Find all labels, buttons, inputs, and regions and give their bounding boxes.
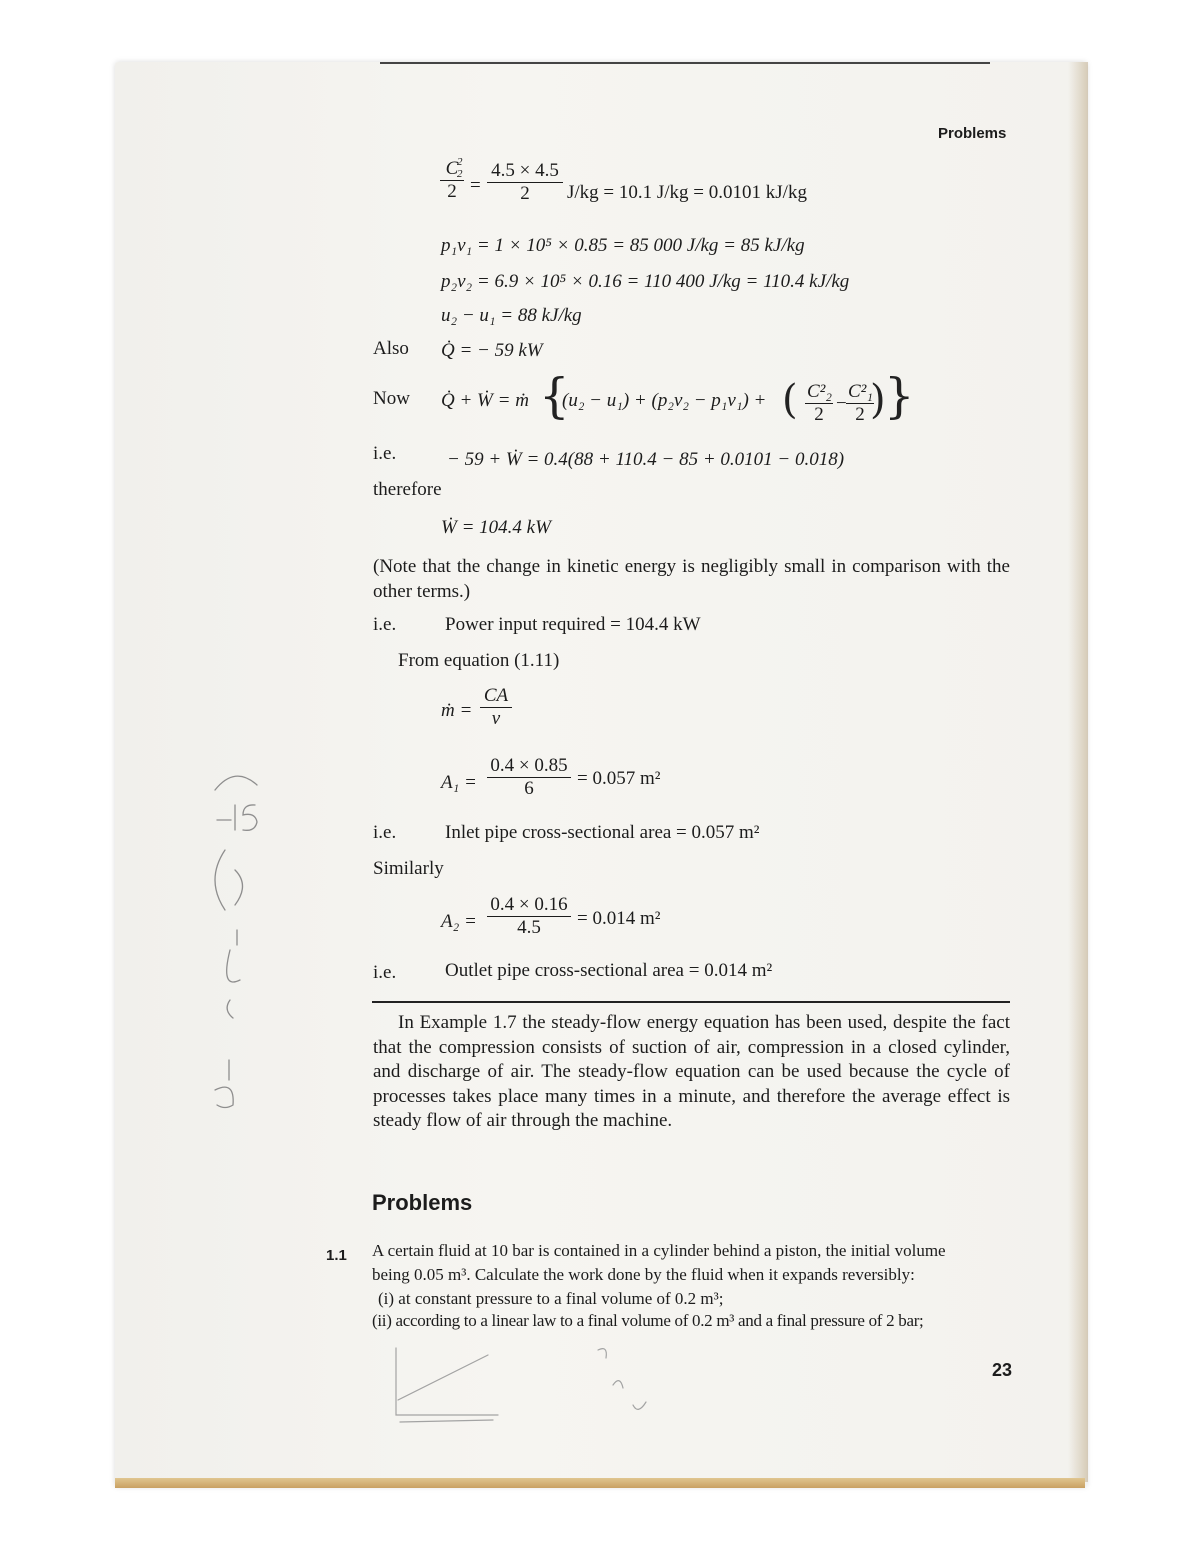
problem-item-i: (i) at constant pressure to a final volume of 0.2 m³; bbox=[378, 1289, 724, 1308]
section-title: Problems bbox=[372, 1190, 473, 1215]
also-label: Also bbox=[373, 338, 409, 359]
ke2-fraction: $\frac{4.5 \times 4.5}{2}$ bbox=[487, 160, 563, 205]
sfee-c1-fraction: $\frac{\text{C²₁}}{2}$ bbox=[848, 381, 873, 425]
bottom-handwriting bbox=[388, 1340, 668, 1440]
from-equation-label: From equation (1.11) bbox=[398, 650, 560, 671]
problem-number: 1.1 bbox=[326, 1247, 347, 1264]
page-number: 23 bbox=[992, 1360, 1013, 1380]
page-bottom-edge bbox=[115, 1478, 1085, 1488]
section-divider bbox=[372, 1001, 1010, 1003]
power-input-statement: Power input required = 104.4 kW bbox=[445, 614, 701, 635]
therefore-label: therefore bbox=[373, 479, 442, 500]
kinetic-energy-note: (Note that the change in kinetic energy is negligibly small in comparison with the other terms.) bbox=[373, 556, 1010, 602]
ie-label: i.e. bbox=[373, 443, 397, 464]
ke2-lhs-fraction: C 2 2 2 bbox=[440, 158, 464, 203]
heat-rate-equation: Q̇ = − 59 kW bbox=[441, 340, 543, 361]
ke2-result: J/kg = 10.1 J/kg = 0.0101 kJ/kg bbox=[567, 182, 807, 203]
ie-label: i.e. bbox=[373, 614, 397, 635]
similarly-label: Similarly bbox=[373, 858, 444, 879]
ie-label: i.e. bbox=[373, 822, 397, 843]
p1v1-equation: p₁v₁ = 1 × 10⁵ × 0.85 = 85 000 J/kg = 85 kJ/kg bbox=[441, 235, 805, 256]
page-top-rule bbox=[380, 62, 990, 64]
page-edge-shadow bbox=[1068, 62, 1088, 1482]
p2v2-equation: p₂v₂ = 6.9 × 10⁵ × 0.16 = 110 400 J/kg = 110.4 kJ/kg bbox=[441, 271, 850, 292]
problem-text-line: being 0.05 m³. Calculate the work done by the fluid when it expands reversibly: bbox=[372, 1265, 915, 1284]
now-label: Now bbox=[373, 388, 410, 409]
internal-energy-change: u₂ − u₁ = 88 kJ/kg bbox=[441, 305, 582, 326]
problem-text-line: A certain fluid at 10 bar is contained in a cylinder behind a piston, the initial volume bbox=[372, 1241, 946, 1260]
margin-handwriting bbox=[195, 760, 285, 1140]
problem-item-ii: (ii) according to a linear law to a final volume of 0.2 m³ and a final pressure of 2 bar; bbox=[372, 1311, 924, 1330]
running-head: Problems bbox=[938, 125, 1007, 142]
work-result: Ẇ = 104.4 kW bbox=[441, 517, 551, 538]
substituted-equation: − 59 + Ẇ = 0.4(88 + 110.4 − 85 + 0.0101 − 0.018) bbox=[447, 449, 845, 470]
ie-label: i.e. bbox=[373, 962, 397, 983]
outlet-area-statement: Outlet pipe cross-sectional area = 0.014 m² bbox=[445, 960, 773, 981]
sfee-c2-fraction: $\frac{\text{C²₂}}{2}$ bbox=[807, 381, 832, 425]
inlet-area-statement: Inlet pipe cross-sectional area = 0.057 m² bbox=[445, 822, 760, 843]
discussion-paragraph: In Example 1.7 the steady-flow energy equation has been used, despite the fact that the compression consists of suction of air, compression in a closed cylinder, and discharge of air. The steady-flow equation can be used because the cycle of processes takes place many times in a minute, and therefore the average effect is steady flow of air through the machine. bbox=[373, 1012, 1010, 1131]
